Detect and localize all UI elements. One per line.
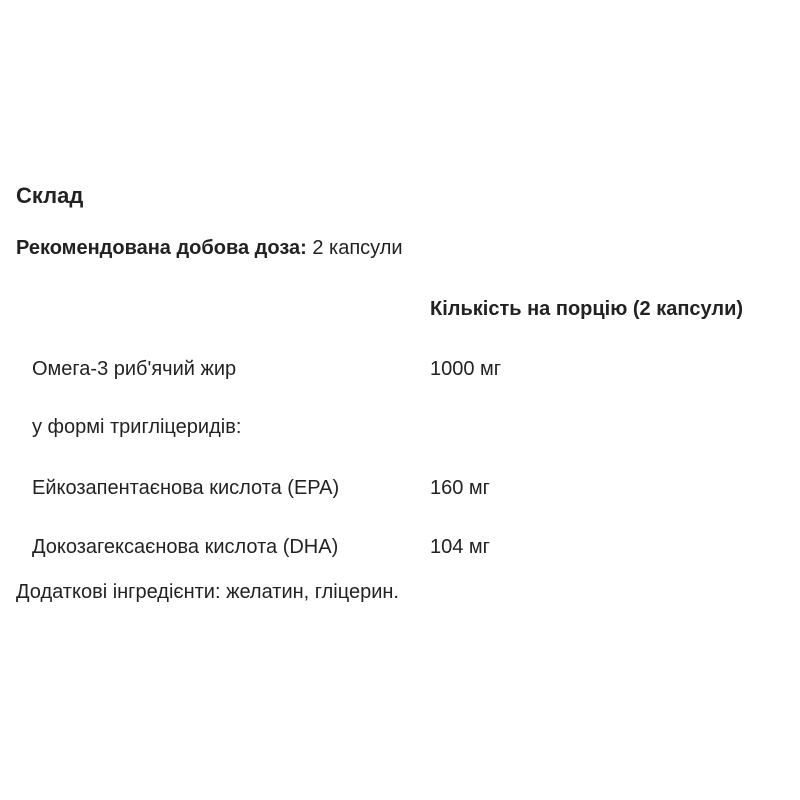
ingredient-amount: 104 мг: [430, 536, 490, 558]
dose-value: 2 капсули: [306, 237, 403, 259]
ingredient-amount: 160 мг: [430, 477, 490, 499]
dose-label: Рекомендована добова доза:: [16, 237, 307, 259]
ingredient-amount: 1000 мг: [430, 358, 502, 380]
ingredient-name: у формі тригліцеридів:: [32, 416, 242, 438]
ingredient-name: Омега-3 риб'ячий жир: [32, 358, 237, 380]
ingredient-name: Ейкозапентаєнова кислота (EPA): [32, 477, 340, 499]
serving-amount-header: Кількість на порцію (2 капсули): [430, 298, 744, 320]
extra-ingredients: Додаткові інгредієнти: желатин, гліцерин.: [16, 581, 399, 603]
recommended-dose: [16, 237, 403, 260]
ingredient-name: Докозагексаєнова кислота (DHA): [32, 536, 339, 558]
section-title: Склад: [16, 183, 84, 208]
